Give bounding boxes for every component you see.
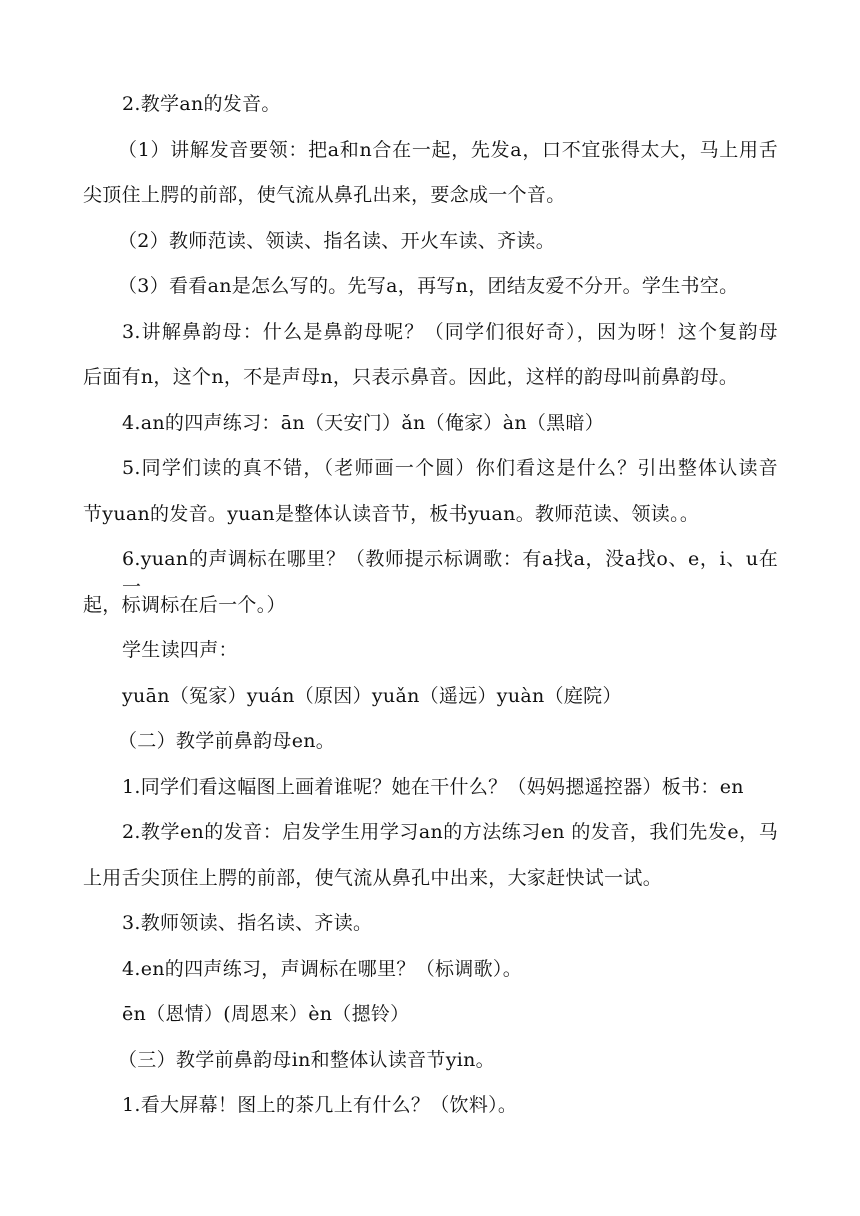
text-line: 后面有n，这个n，不是声母n，只表示鼻音。因此，这样的韵母叫前鼻韵母。 bbox=[83, 366, 739, 388]
text-line: 3.教师领读、指名读、齐读。 bbox=[122, 912, 373, 934]
text-line: 5.同学们读的真不错，（老师画一个圆）你们看这是什么？引出整体认读音 bbox=[122, 457, 778, 479]
text-line: （3）看看an是怎么写的。先写a，再写n，团结友爱不分开。学生书空。 bbox=[118, 275, 739, 297]
section-heading: （二）教学前鼻韵母en。 bbox=[118, 730, 336, 752]
text-line: （2）教师范读、领读、指名读、开火车读、齐读。 bbox=[118, 230, 555, 252]
text-line: 3.讲解鼻韵母：什么是鼻韵母呢？（同学们很好奇），因为呀！这个复韵母 bbox=[122, 321, 778, 343]
text-line: 2.教学en的发音：启发学生用学习an的方法练习en 的发音，我们先发e，马 bbox=[122, 821, 778, 843]
text-line: 起，标调标在后一个。） bbox=[83, 594, 286, 616]
text-line: 2.教学an的发音。 bbox=[122, 93, 281, 115]
text-line: （1）讲解发音要领：把a和n合在一起，先发a，口不宜张得太大，马上用舌 bbox=[118, 139, 778, 161]
text-line: 1.看大屏幕！图上的茶几上有什么？（饮料）。 bbox=[122, 1094, 518, 1116]
section-heading: （三）教学前鼻韵母in和整体认读音节yin。 bbox=[118, 1049, 495, 1071]
text-line: 尖顶住上腭的前部，使气流从鼻孔出来，要念成一个音。 bbox=[83, 184, 566, 206]
text-line: yuān（冤家）yuán（原因）yuǎn（遥远）yuàn（庭院） bbox=[122, 685, 622, 707]
text-line: 6.yuan的声调标在哪里？（教师提示标调歌：有a找a，没a找o、e，i、u在一 bbox=[122, 548, 778, 598]
text-line: 1.同学们看这幅图上画着谁呢？她在干什么？（妈妈摁遥控器）板书：en bbox=[122, 776, 744, 798]
text-line: 节yuan的发音。yuan是整体认读音节，板书yuan。教师范读、领读。。 bbox=[83, 503, 700, 525]
text-line: 上用舌尖顶住上腭的前部，使气流从鼻孔中出来，大家赶快试一试。 bbox=[83, 867, 663, 889]
text-line: 4.en的四声练习，声调标在哪里？（标调歌）。 bbox=[122, 958, 523, 980]
text-line: ēn（恩情）(周恩来）èn（摁铃） bbox=[122, 1003, 410, 1025]
text-line: 4.an的四声练习：ān（天安门）ǎn（俺家）àn（黑暗） bbox=[122, 412, 605, 434]
text-line: 学生读四声： bbox=[122, 639, 238, 661]
